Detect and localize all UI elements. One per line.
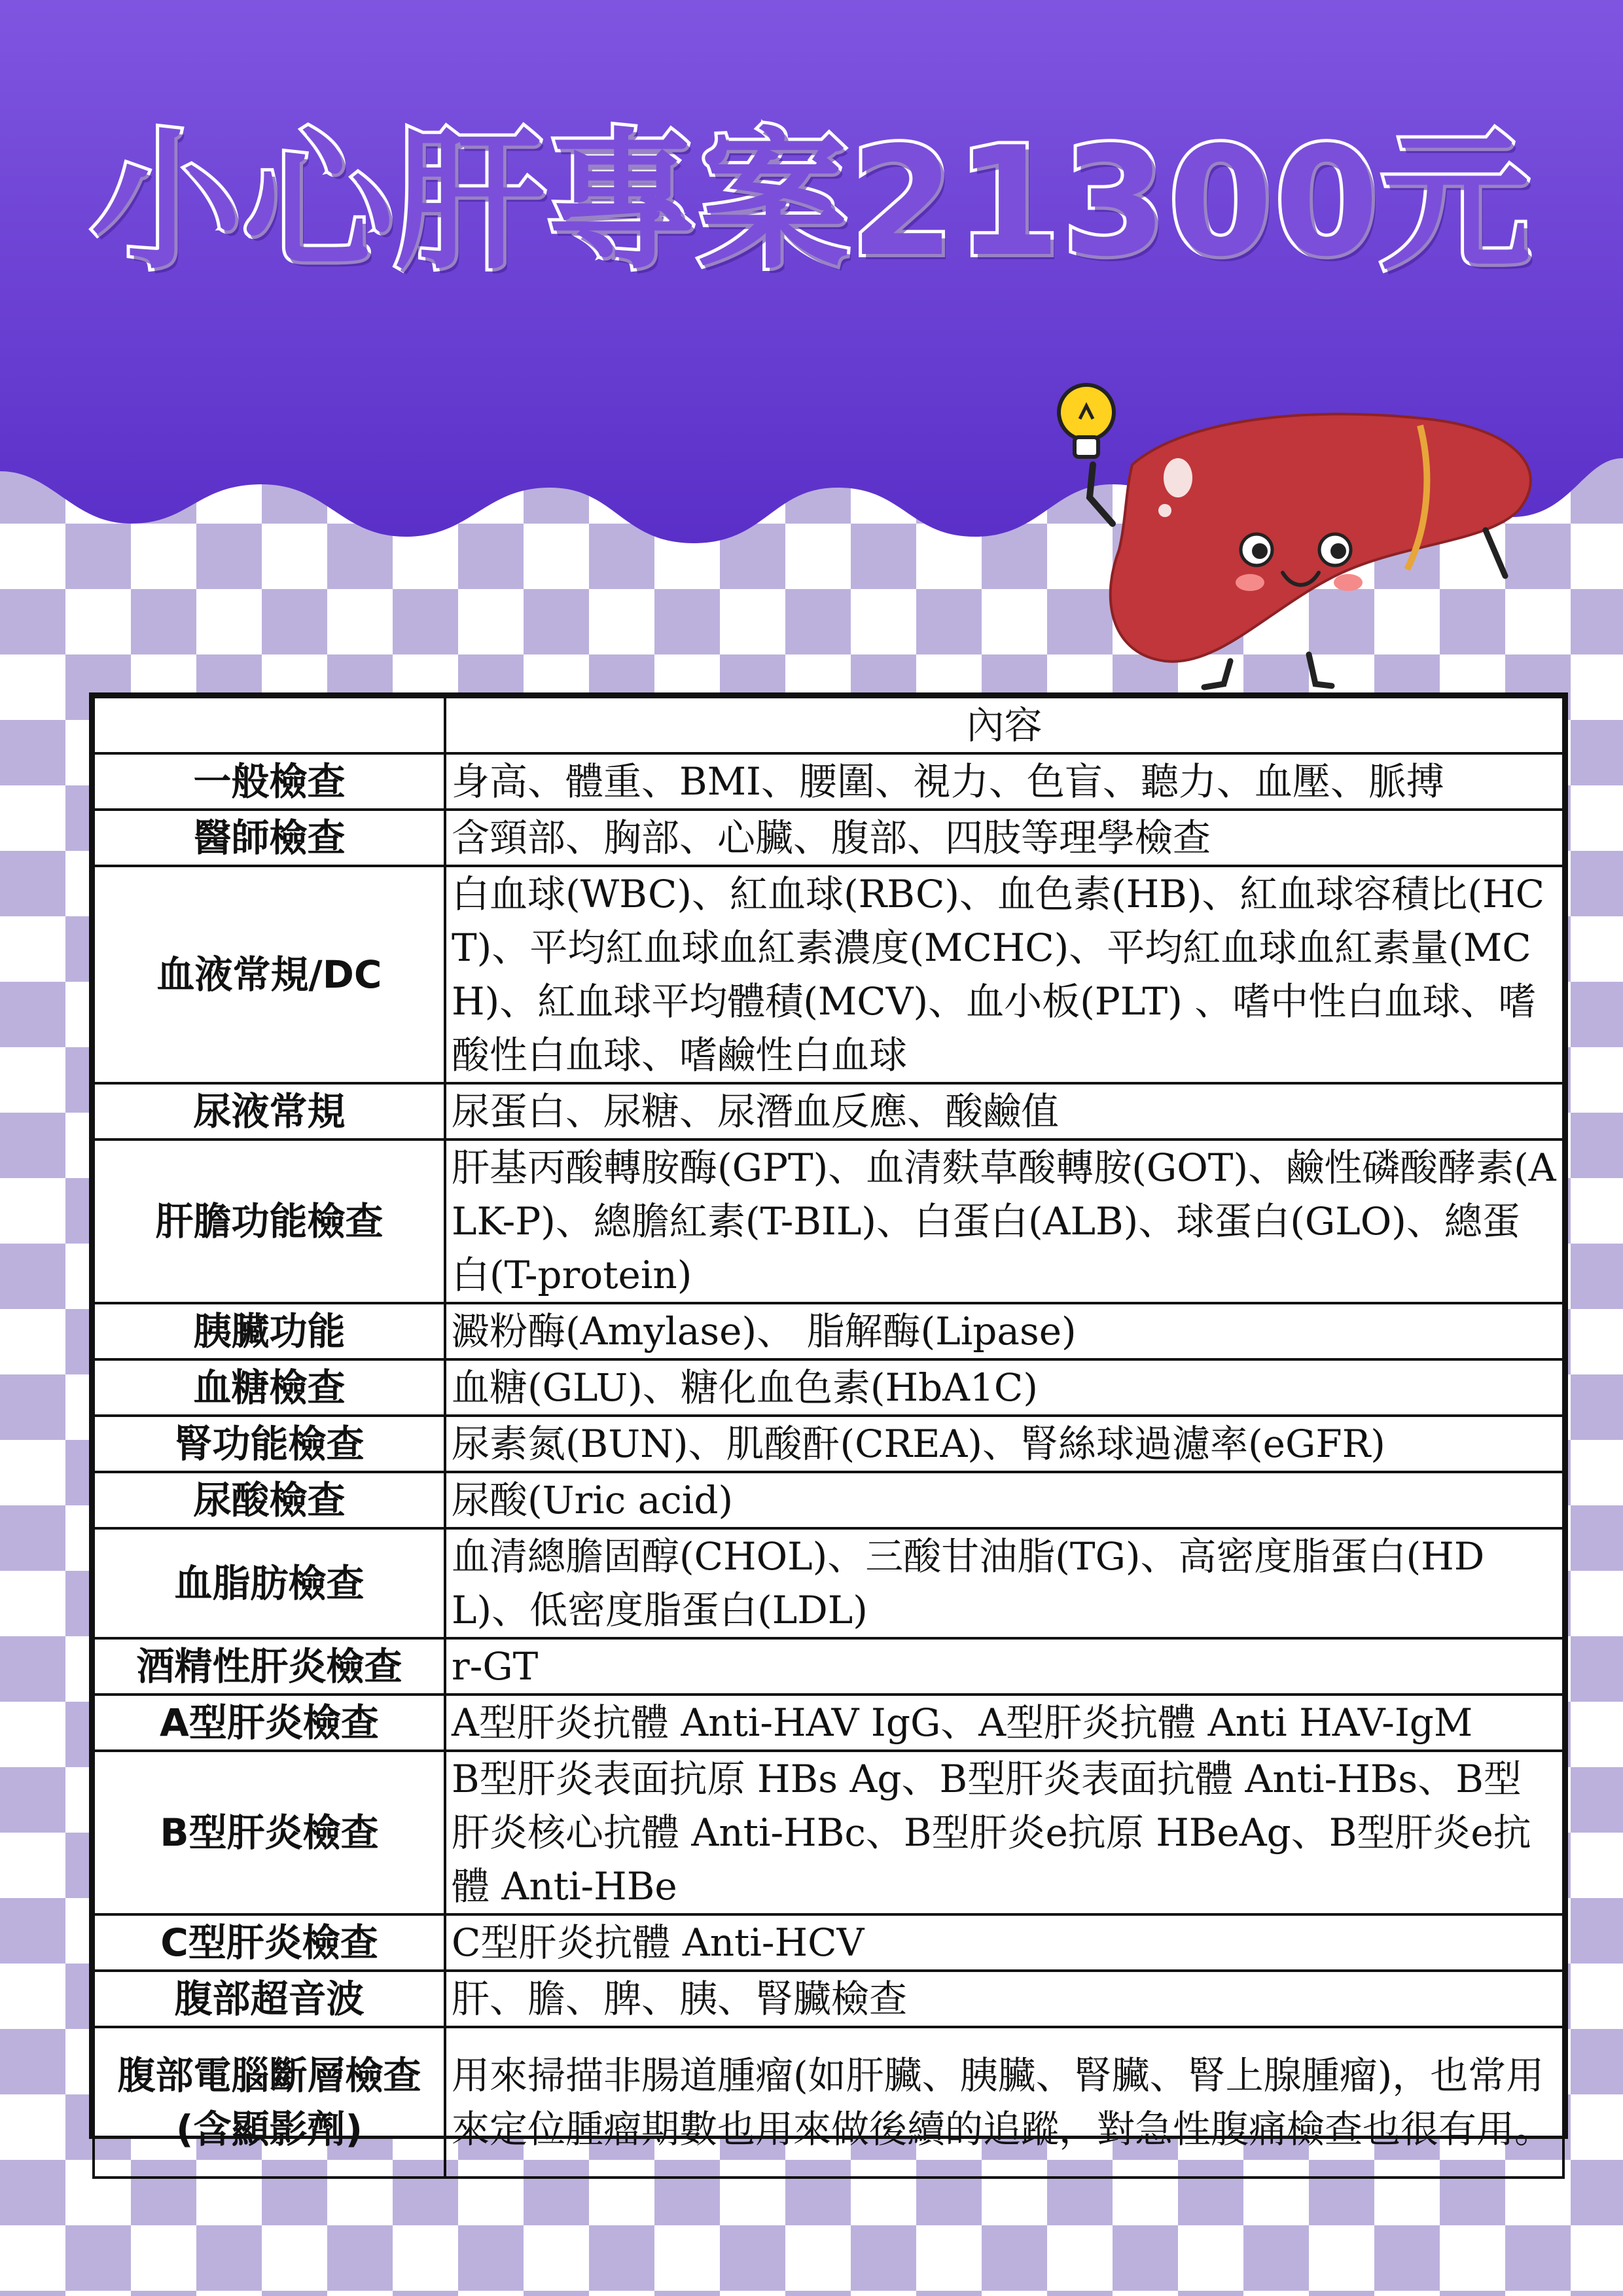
table-row [94, 1139, 1563, 1303]
row-content: 澱粉酶(Amylase)、 脂解酶(Lipase) [445, 1303, 1563, 1359]
table-row [94, 1695, 1563, 1751]
row-content: 尿蛋白、尿糖、尿潛血反應、酸鹼值 [445, 1083, 1563, 1139]
row-category: 一般檢查 [94, 753, 445, 810]
row-category: 血液常規/DC [94, 866, 445, 1083]
exam-items-table [89, 692, 1568, 2151]
row-category: 腎功能檢查 [94, 1416, 445, 1472]
table-row [94, 1416, 1563, 1472]
row-category: 尿液常規 [94, 1083, 445, 1139]
row-content: B型肝炎表面抗原 HBs Ag、B型肝炎表面抗體 Anti-HBs、B型肝炎核心抗體 Anti-HBc、B型肝炎e抗原 HBeAg、B型肝炎e抗體 Anti-HBe [445, 1751, 1563, 1914]
row-content: 身高、體重、BMI、腰圍、視力、色盲、聽力、血壓、脈搏 [445, 753, 1563, 810]
row-content: 肝基丙酸轉胺酶(GPT)、血清麩草酸轉胺(GOT)、鹼性磷酸酵素(ALK-P)、總膽紅素(T-BIL)、白蛋白(ALB)、球蛋白(GLO)、總蛋白(T-protein) [445, 1139, 1563, 1303]
row-content: C型肝炎抗體 Anti-HCV [445, 1914, 1563, 1971]
table-row [94, 753, 1563, 810]
table-row [94, 1359, 1563, 1416]
row-content: r-GT [445, 1638, 1563, 1695]
row-category: 尿酸檢查 [94, 1472, 445, 1528]
row-content: 尿素氮(BUN)、肌酸酐(CREA)、腎絲球過濾率(eGFR) [445, 1416, 1563, 1472]
row-content: 白血球(WBC)、紅血球(RBC)、血色素(HB)、紅血球容積比(HCT)、平均紅血球血紅素濃度(MCHC)、平均紅血球血紅素量(MCH)、紅血球平均體積(MCV)、血小板(PLT) 、嗜中性白血球、嗜酸性白血球、嗜鹼性白血球 [445, 866, 1563, 1083]
table-row [94, 1083, 1563, 1139]
header-category [94, 697, 445, 753]
table-header-row [94, 697, 1563, 753]
row-content: 血糖(GLU)、糖化血色素(HbA1C) [445, 1359, 1563, 1416]
row-content: 肝、膽、脾、胰、腎臟檢查 [445, 1971, 1563, 2027]
row-category: 醫師檢查 [94, 810, 445, 866]
row-category: B型肝炎檢查 [94, 1751, 445, 1914]
table-row [94, 1971, 1563, 2027]
row-content: 血清總膽固醇(CHOL)、三酸甘油脂(TG)、高密度脂蛋白(HDL)、低密度脂蛋白(LDL) [445, 1528, 1563, 1638]
table-row [94, 810, 1563, 866]
lightbulb-icon [1059, 385, 1114, 457]
liver-mascot-illustration [1034, 380, 1544, 694]
row-content: 含頸部、胸部、心臟、腹部、四肢等理學檢查 [445, 810, 1563, 866]
row-category: C型肝炎檢查 [94, 1914, 445, 1971]
row-category: 腹部電腦斷層檢查(含顯影劑) [94, 2027, 445, 2178]
row-category: 腹部超音波 [94, 1971, 445, 2027]
table-row [94, 1914, 1563, 1971]
table-row [94, 2027, 1563, 2178]
table-row [94, 1638, 1563, 1695]
row-category: 血脂肪檢查 [94, 1528, 445, 1638]
row-category: 血糖檢查 [94, 1359, 445, 1416]
row-content: 尿酸(Uric acid) [445, 1472, 1563, 1528]
row-content: 用來掃描非腸道腫瘤(如肝臟、胰臟、腎臟、腎上腺腫瘤)，也常用來定位腫瘤期數也用來做後續的追蹤，對急性腹痛檢查也很有用。 [445, 2027, 1563, 2178]
row-category: A型肝炎檢查 [94, 1695, 445, 1751]
table-row [94, 1751, 1563, 1914]
row-category: 胰臟功能 [94, 1303, 445, 1359]
table-row [94, 866, 1563, 1083]
table-row [94, 1528, 1563, 1638]
row-category: 酒精性肝炎檢查 [94, 1638, 445, 1695]
table-row [94, 1472, 1563, 1528]
row-category: 肝膽功能檢查 [94, 1139, 445, 1303]
row-content: A型肝炎抗體 Anti-HAV IgG、A型肝炎抗體 Anti HAV-IgM [445, 1695, 1563, 1751]
page-title: 小心肝專案21300元 [90, 115, 1533, 290]
header-content: 內容 [445, 697, 1563, 753]
table-row [94, 1303, 1563, 1359]
